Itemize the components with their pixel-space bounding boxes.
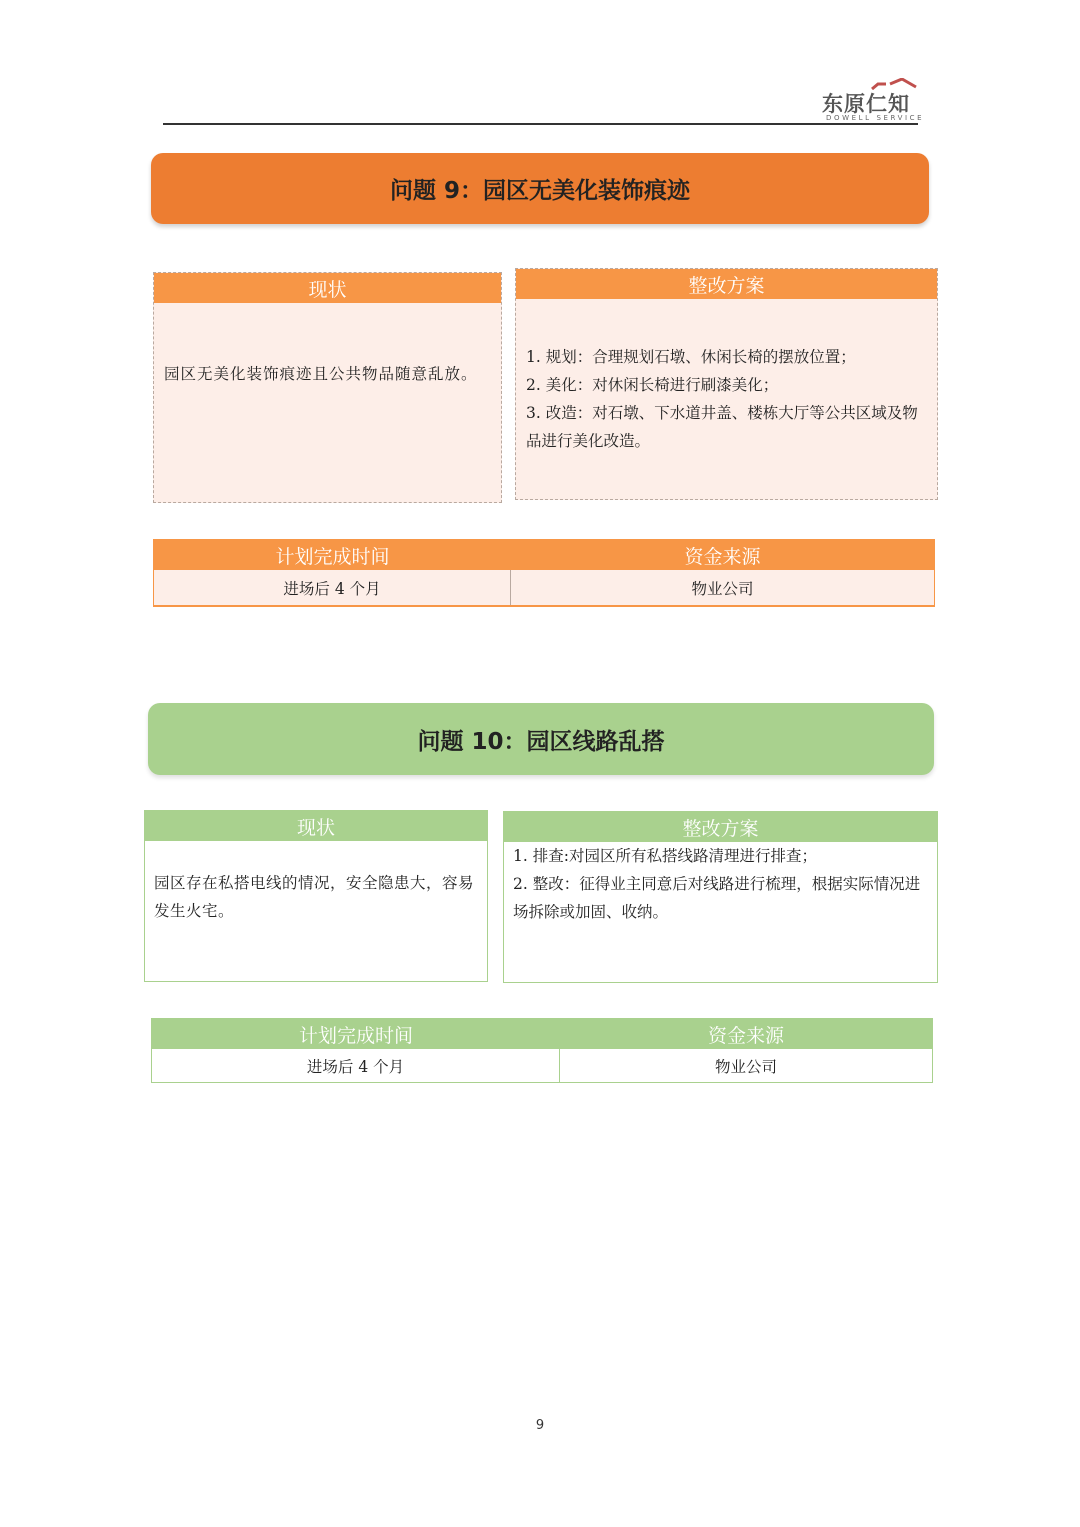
plan-item: 1. 排查:对园区所有私搭线路清理进行排查；	[513, 847, 817, 865]
issue-9-plan-header: 整改方案	[516, 269, 937, 299]
schedule-value: 进场后 4 个月	[152, 1049, 560, 1082]
issue-10-title: 问题 10：园区线路乱搭	[417, 728, 665, 755]
plan-item: 1. 规划：合理规划石墩、休闲长椅的摆放位置；	[526, 348, 856, 366]
issue-9-schedule-table	[153, 539, 935, 607]
plan-item: 2. 整改：征得业主同意后对线路进行梳理，根据实际情况进场拆除或加固、收纳。	[513, 875, 921, 921]
issue-10-schedule-table	[151, 1018, 933, 1083]
issue-10-plan-header: 整改方案	[504, 812, 937, 842]
issue-9-title: 问题 9：园区无美化装饰痕迹	[389, 178, 690, 204]
issue-9-plan-box	[515, 268, 938, 500]
issue-10-plan-box	[503, 811, 938, 983]
issue-10-status-text: 园区存在私搭电线的情况，安全隐患大，容易发生火宅。	[154, 874, 475, 920]
logo-subtext: DOWELL SERVICE	[826, 114, 925, 122]
logo-text: 东原仁知	[822, 92, 910, 116]
issue-9-status-text: 园区无美化装饰痕迹且公共物品随意乱放。	[164, 365, 478, 383]
issue-9-title-banner	[151, 153, 929, 224]
issue-9-status-box	[153, 272, 502, 503]
issue-9-plan-list	[516, 299, 937, 455]
funding-value: 物业公司	[714, 1057, 777, 1076]
schedule-header: 计划完成时间	[154, 540, 511, 570]
funding-value: 物业公司	[691, 579, 754, 598]
funding-header: 资金来源	[560, 1019, 932, 1049]
issue-9-status-header: 现状	[154, 273, 501, 303]
issue-10-title-banner	[148, 703, 934, 775]
issue-10-status-header: 现状	[145, 811, 487, 841]
plan-item: 2. 美化：对休闲长椅进行刷漆美化；	[526, 376, 779, 394]
schedule-header: 计划完成时间	[152, 1019, 560, 1049]
issue-10-status-box	[144, 810, 488, 982]
header-divider	[163, 123, 918, 125]
plan-item: 3. 改造：对石墩、下水道井盖、楼栋大厅等公共区域及物品进行美化改造。	[526, 404, 918, 450]
funding-header: 资金来源	[511, 540, 934, 570]
page-number: 9	[535, 1418, 545, 1433]
issue-10-plan-list	[504, 842, 937, 926]
schedule-value: 进场后 4 个月	[154, 570, 511, 605]
company-logo	[822, 76, 925, 124]
